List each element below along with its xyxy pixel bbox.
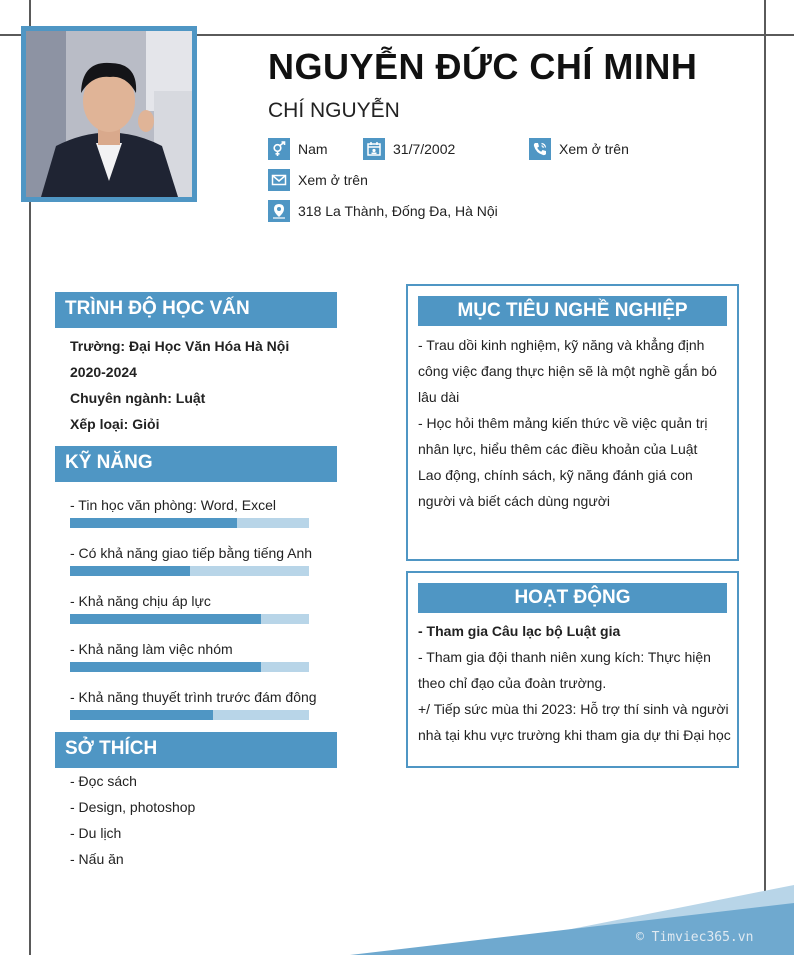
- skill-label: - Khả năng làm việc nhóm: [70, 641, 233, 657]
- activities-heading: - Tham gia Câu lạc bộ Luật gia: [418, 623, 621, 639]
- activities-paragraph-2: +/ Tiếp sức mùa thi 2023: Hỗ trợ thí sinh và người nhà tại khu vực trường khi tham gia dự thi Đại học: [418, 701, 731, 743]
- hobby-item: - Design, photoshop: [70, 799, 196, 815]
- hobby-item: - Du lịch: [70, 825, 122, 841]
- education-major: Chuyên ngành: Luật: [70, 390, 206, 406]
- candidate-nickname: CHÍ NGUYỄN: [268, 99, 400, 122]
- education-header: TRÌNH ĐỘ HỌC VẤN: [55, 292, 337, 328]
- skill-label: - Khả năng chịu áp lực: [70, 593, 211, 609]
- objective-paragraph-2: - Học hỏi thêm mảng kiến thức về việc quản trị nhân lực, hiểu thêm các điều khoản của Luật Lao động, chính sách, kỹ năng đánh giá con người và biết cách dùng người: [418, 415, 708, 509]
- hobby-item: - Nấu ăn: [70, 851, 124, 867]
- birthday-value: 31/7/2002: [393, 141, 456, 157]
- skills-header: KỸ NĂNG: [55, 446, 337, 482]
- education-rank: Xếp loại: Giỏi: [70, 416, 160, 432]
- objective-paragraph-1: - Trau dồi kinh nghiệm, kỹ năng và khẳng định công việc đang thực hiện sẽ là một nghề gắn bó lâu dài: [418, 337, 717, 405]
- phone-value: Xem ở trên: [559, 141, 629, 157]
- candidate-name: NGUYỄN ĐỨC CHÍ MINH: [268, 46, 698, 87]
- education-school: Trường: Đại Học Văn Hóa Hà Nội: [70, 338, 290, 354]
- address-value: 318 La Thành, Đống Đa, Hà Nội: [298, 203, 498, 219]
- objective-header: MỤC TIÊU NGHỀ NGHIỆP: [418, 296, 727, 326]
- activities-header: HOẠT ĐỘNG: [418, 583, 727, 613]
- education-years: 2020-2024: [70, 364, 137, 380]
- hobbies-header: SỞ THÍCH: [55, 732, 337, 768]
- email-value: Xem ở trên: [298, 172, 368, 188]
- skill-label: - Tin học văn phòng: Word, Excel: [70, 497, 276, 513]
- watermark: © Timviec365.vn: [636, 930, 754, 945]
- gender-value: Nam: [298, 141, 328, 157]
- skill-label: - Có khả năng giao tiếp bằng tiếng Anh: [70, 545, 313, 561]
- skill-label: - Khả năng thuyết trình trước đám đông: [70, 689, 317, 705]
- activities-paragraph-1: - Tham gia đội thanh niên xung kích: Thực hiện theo chỉ đạo của đoàn trường.: [418, 649, 711, 691]
- hobby-item: - Đọc sách: [70, 773, 137, 789]
